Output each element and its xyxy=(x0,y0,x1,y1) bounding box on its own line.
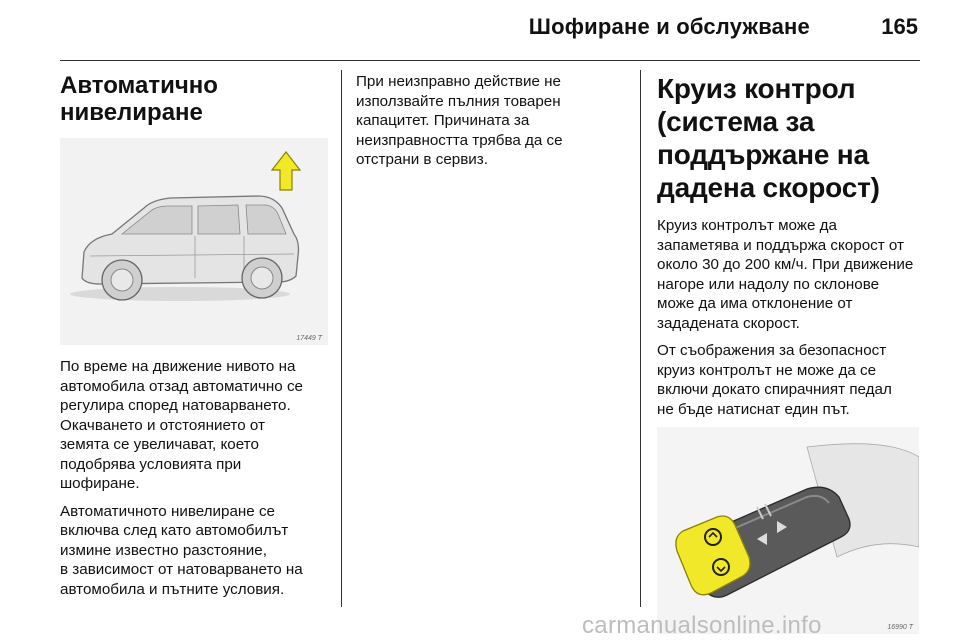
figure-code: 17449 T xyxy=(296,335,322,342)
section-heading-cruise-control: Круиз контрол (система за поддържане на дадена скорост) xyxy=(657,73,880,203)
page-number: 165 xyxy=(881,14,918,39)
watermark: carmanualsonline.info xyxy=(582,612,822,639)
paragraph: При неизправно действие не използвайте пълния товарен капацитет. Причината за неизправността трябва да се отстрани в сервиз. xyxy=(356,73,563,168)
car-illustration xyxy=(60,138,328,345)
column-divider xyxy=(341,70,342,607)
paragraph: Автоматичното нивелиране се включва след като автомобилът измине известно разстояние, в зависимост от натоварването на автомобила и пътните условия. xyxy=(60,502,303,598)
column-right xyxy=(657,72,923,634)
car-side-icon xyxy=(60,138,328,345)
column-divider xyxy=(640,70,641,607)
paragraph: От съображения за безопасност круиз контролът не може да се включи докато спирачният педал не бъде натиснат един път. xyxy=(657,342,892,418)
header-rule xyxy=(60,60,920,61)
cruise-control-lever-illustration xyxy=(657,427,919,634)
section-heading-auto-leveling: Автоматично нивелиране xyxy=(60,72,218,126)
column-left xyxy=(60,72,328,607)
paragraph: Круиз контролът може да запаметява и поддържа скорост от около 30 до 200 км/ч. При движение нагоре или надолу по склонове може да има отклонение от зададената скорост. xyxy=(657,217,914,332)
section-title: Шофиране и обслужване xyxy=(528,14,810,39)
column-middle xyxy=(356,72,626,178)
figure-code: 16990 T xyxy=(887,624,913,631)
cruise-lever-icon xyxy=(657,427,919,634)
paragraph: По време на движение нивото на автомобила отзад автоматично се регулира според натоварването. Окачването и отстоянието от земята се увеличават, което подобрява условията при шофиране. xyxy=(60,358,303,492)
